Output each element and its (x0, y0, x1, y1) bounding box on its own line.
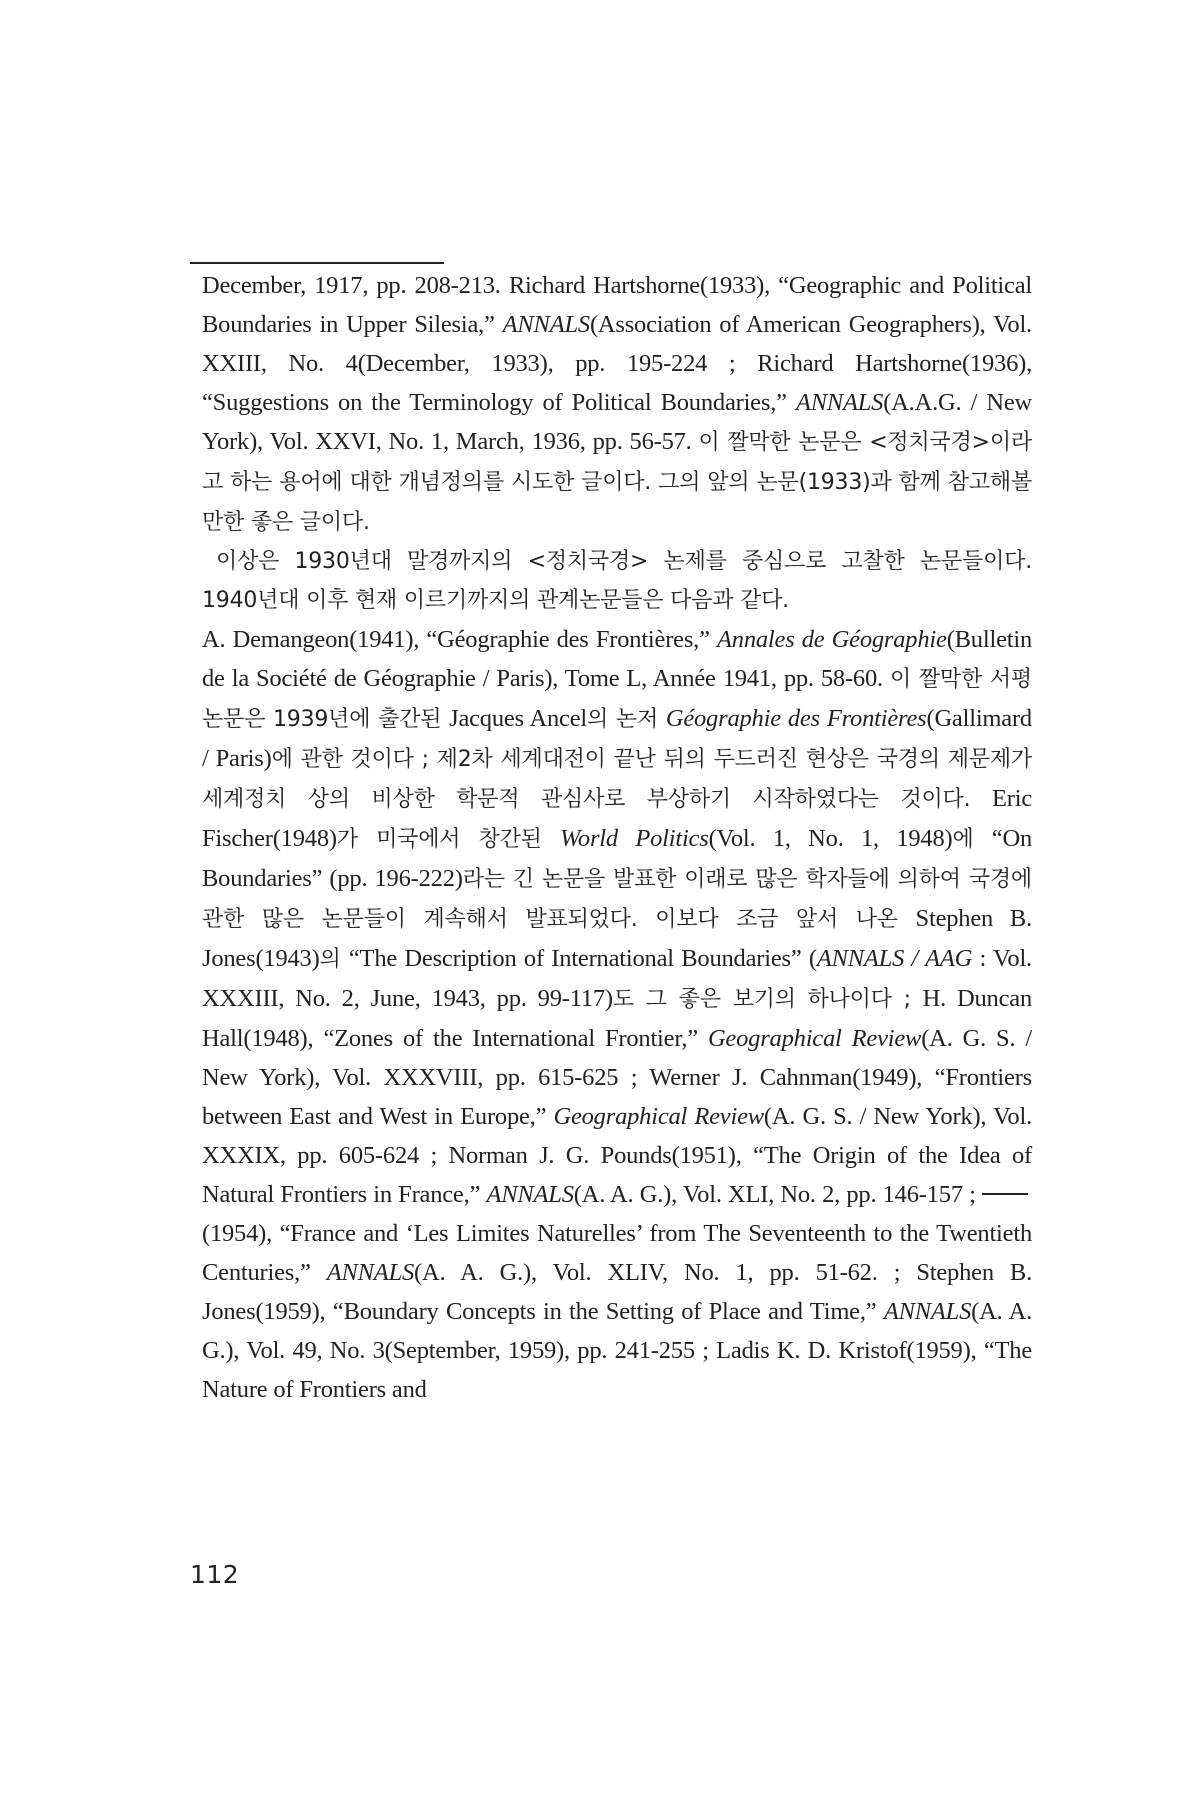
journal-title: ANNALS / AAG (816, 945, 973, 972)
korean-commentary: 의 (319, 947, 349, 972)
reference-text: (A. G. S. / New York), Vol. XXXIX, pp. 605-624 ; Norman J. G. Pounds(1951), “The Origin of the Idea of Natural Frontiers in France,” (202, 1103, 1032, 1208)
footnote-text-block (202, 266, 1032, 1409)
reference-text: “On Boundaries” (pp. 196-222) (202, 825, 1032, 892)
korean-commentary: 가 미국에서 창간된 (336, 827, 560, 852)
reference-text: Stephen B. Jones(1943) (202, 905, 1032, 972)
journal-title: World Politics (559, 825, 709, 852)
page-number: 112 (190, 1560, 240, 1589)
journal-title: ANNALS (326, 1259, 415, 1286)
journal-title: ANNALS (883, 1298, 972, 1325)
journal-title: Annales de Géographie (717, 626, 947, 653)
journal-title: ANNALS (502, 311, 590, 338)
korean-commentary: 이 짤막한 서평 논문은 1939년에 출간된 (202, 667, 1032, 732)
korean-commentary: 이 짤막한 논문은 <정치국경>이라고 하는 용어에 대한 개념정의를 시도한 글이다. 그의 앞의 논문(1933)과 함께 참고해볼 만한 좋은 글이다. (202, 430, 1032, 535)
reference-text: (A. A. G.), Vol. 49, No. 3(September, 1959), pp. 241-255 ; Ladis K. D. Kristof(1959), “The Nature of Frontiers and (202, 1298, 1033, 1403)
korean-commentary: 라는 긴 논문을 발표한 이래로 많은 학자들에 의하여 국경에 관한 많은 논문들이 계속해서 발표되었다. 이보다 조금 앞서 나온 (202, 867, 1032, 932)
reference-text: Eric Fischer(1948) (202, 785, 1032, 852)
reference-text: (Bulletin de la Société de Géographie / Paris), Tome L, Année 1941, pp. 58-60. (202, 626, 1033, 692)
journal-title: Geographical Review (707, 1025, 922, 1052)
reference-text: “The Description of International Boundaries” ( (348, 945, 817, 972)
reference-text: Jacques Ancel (449, 705, 588, 732)
book-title: Géographie des Frontières (665, 705, 927, 732)
reference-text: (Vol. 1, No. 1, 1948) (708, 825, 953, 852)
korean-commentary: 에 (952, 827, 992, 852)
reference-text: (1954), “France and ‘Les Limites Naturelles’ from The Seventeenth to the Twentieth Centuries,” (202, 1220, 1032, 1286)
footnote-text: (A.A.G. / New York), Vol. XXVI, No. 1, March, 1936, pp. 56-57. (202, 389, 1032, 455)
reference-text: H. Duncan Hall(1948), “Zones of the International Frontier,” (202, 985, 1033, 1052)
journal-title: Geographical Review (553, 1103, 764, 1130)
reference-text: (A. G. S. / New York), Vol. XXXVIII, pp. 615-625 ; Werner J. Cahnman(1949), “Frontiers between East and West in Europe,” (202, 1025, 1032, 1130)
korean-commentary: 에 관한 것이다 ; 제2차 세계대전이 끝난 뒤의 두드러진 현상은 국경의 제문제가 세계정치 상의 비상한 학문적 관심사로 부상하기 시작하였다는 것이다. (202, 747, 1032, 812)
ditto-dash (982, 1193, 1028, 1195)
journal-title: ANNALS (486, 1181, 574, 1208)
footnote-text: (Association of American Geographers), Vol. XXIII, No. 4(December, 1933), pp. 195-224 ; Richard Hartshorne(1936), “Suggestions on the Terminology of Political Boundaries,” (202, 311, 1032, 416)
journal-title: ANNALS (795, 389, 884, 416)
footnote-separator-rule (190, 262, 444, 264)
reference-list-paragraph (202, 620, 1032, 1409)
reference-text: (Gallimard / Paris) (202, 705, 1032, 772)
korean-commentary: 의 논저 (587, 707, 666, 732)
reference-text: A. Demangeon(1941), “Géographie des Frontières,” (202, 626, 717, 653)
reference-text: (A. A. G.), Vol. XLIV, No. 1, pp. 51-62. ; Stephen B. Jones(1959), “Boundary Concepts in the Setting of Place and Time,” (202, 1259, 1032, 1325)
footnote-text: December, 1917, pp. 208-213. Richard Hartshorne(1933), “Geographic and Political Boundaries in Upper Silesia,” (202, 272, 1032, 338)
footnote-continuation-paragraph (202, 266, 1032, 542)
reference-text: (A. A. G.), Vol. XLI, No. 2, pp. 146-157 ; (573, 1181, 982, 1208)
summary-paragraph: 이상은 1930년대 말경까지의 <정치국경> 논제를 중심으로 고찰한 논문들이다. 1940년대 이후 현재 이르기까지의 관계논문들은 다음과 같다. (202, 549, 1032, 613)
reference-text: : Vol. XXXIII, No. 2, June, 1943, pp. 99-117) (202, 945, 1032, 1012)
korean-commentary: 도 그 좋은 보기의 하나이다 ; (612, 987, 923, 1012)
